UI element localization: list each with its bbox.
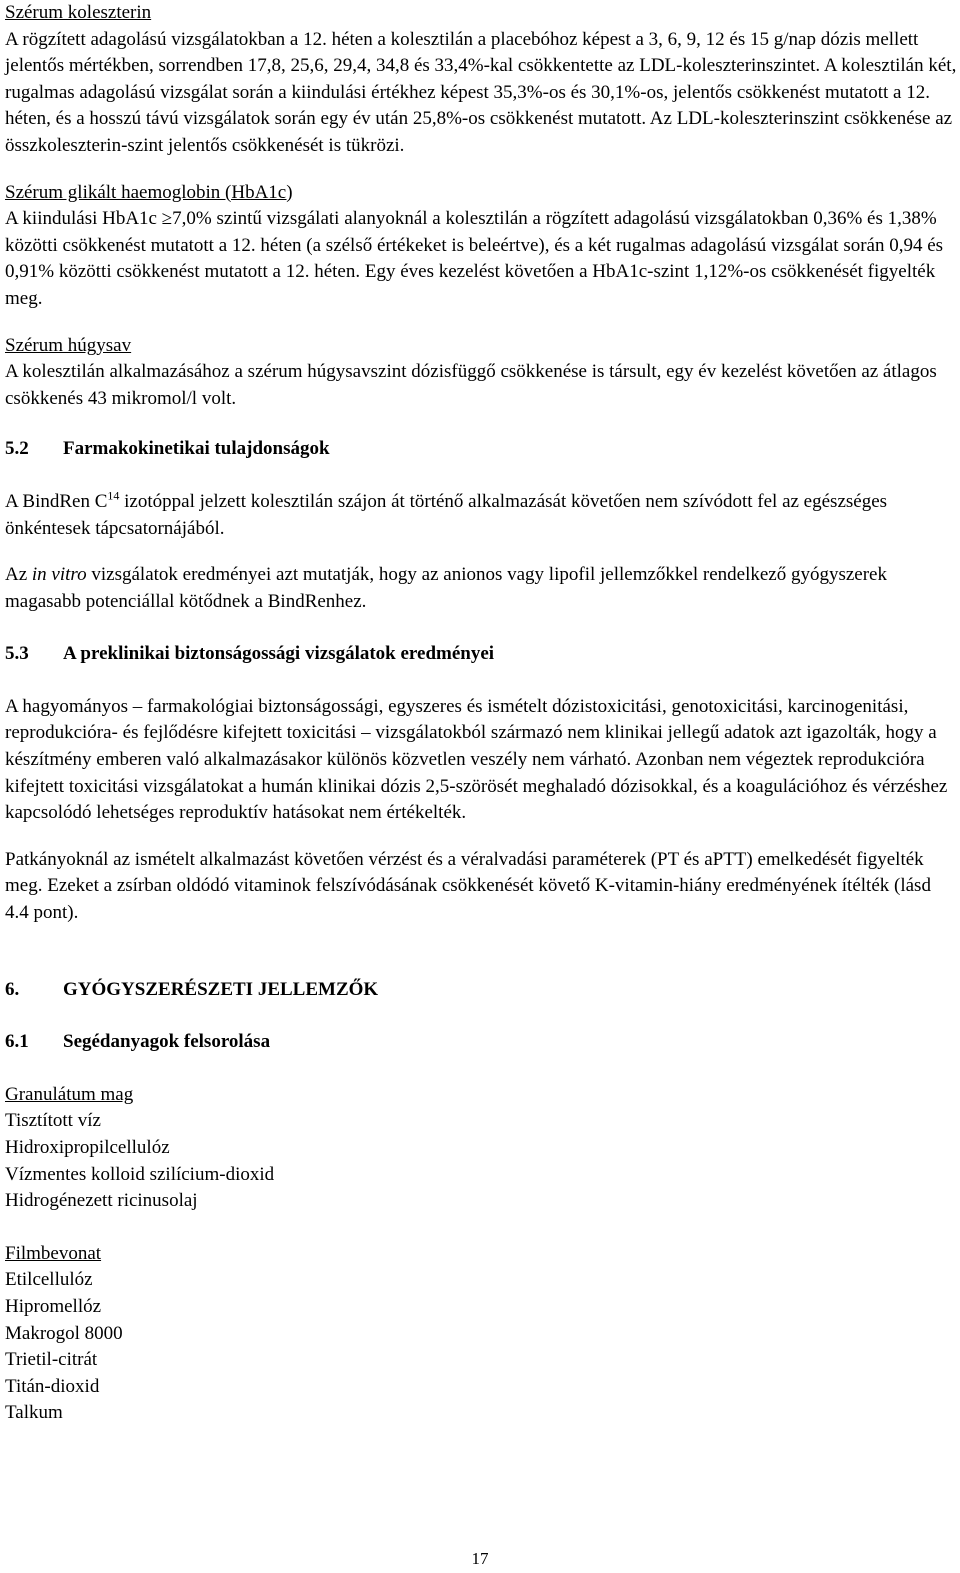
spacer bbox=[5, 668, 957, 694]
text-run: vizsgálatok eredményei azt mutatják, hogy az anionos vagy lipofil jellemzőkkel rendelkező gyógyszerek magasabb potenciállal kötődnek a BindRenhez. bbox=[5, 564, 887, 612]
heading-number: 5.3 bbox=[5, 643, 29, 665]
heading-title: Farmakokinetikai tulajdonságok bbox=[63, 438, 330, 460]
list-item: Vízmentes kolloid szilícium-dioxid bbox=[5, 1163, 275, 1185]
italic-text: in vitro bbox=[31, 564, 87, 586]
spacer bbox=[5, 313, 957, 333]
spacer bbox=[5, 927, 957, 977]
heading-6 bbox=[5, 977, 957, 1004]
excipient-list-core bbox=[5, 1108, 957, 1214]
spacer bbox=[5, 827, 957, 847]
spacer bbox=[5, 615, 957, 641]
excipient-list-coating bbox=[5, 1267, 957, 1427]
list-item: Makrogol 8000 bbox=[5, 1322, 123, 1344]
text-run: Az bbox=[5, 564, 32, 586]
paragraph-serum-cholesterol: A rögzített adagolású vizsgálatokban a 12. héten a kolesztilán a placebóhoz képest a 3, 6, 9, 12 és 15 g/nap dózis mellett jelentős mértékben, sorrendben 17,8, 25,6, 29,4, 34,8 és 33,4%-kal csökkentette az LDL-koleszterinszintet. A kolesztilán két, rugalmas adagolású vizsgálat során a kiindulási értékhez képest 35,3%-os és 30,1%-os, jelentős csökkenést mutatott a 12. héten, és a hosszú távú vizsgálatok során egy év után 25,8%-os csökkenést mutatott. Az LDL-koleszterinszint csökkenése az összkoleszterin-szint jelentős csökkenését is tükrözi. bbox=[5, 28, 957, 156]
list-item: Hidroxipropilcellulóz bbox=[5, 1137, 170, 1158]
spacer bbox=[5, 1056, 957, 1082]
heading-title: GYÓGYSZERÉSZETI JELLEMZŐK bbox=[63, 978, 379, 1000]
spacer bbox=[5, 160, 957, 180]
spacer bbox=[5, 412, 957, 436]
heading-number: 6. bbox=[5, 978, 20, 1000]
heading-5-2 bbox=[5, 436, 957, 463]
heading-5-3 bbox=[5, 641, 957, 668]
paragraph-preclinical-2: Patkányoknál az ismételt alkalmazást követően vérzést és a véralvadási paraméterek (PT és aPTT) emelkedését figyelték meg. Ezeket a zsírban oldódó vitaminok felszívódásának csökkenését követő K-vitamin-hiány eredményének ítélték (lásd 4.4 pont). bbox=[5, 848, 931, 924]
heading-6-1 bbox=[5, 1029, 957, 1056]
spacer bbox=[5, 1003, 957, 1029]
heading-title: Segédanyagok felsorolása bbox=[63, 1031, 271, 1053]
text-run: A BindRen C bbox=[5, 490, 108, 512]
paragraph-pharmacokinetics-2 bbox=[5, 562, 957, 615]
document-page bbox=[5, 0, 957, 1427]
superscript: 14 bbox=[107, 488, 120, 503]
section-title-uric-acid: Szérum húgysav bbox=[5, 334, 132, 356]
heading-number: 5.2 bbox=[5, 438, 29, 460]
list-item: Tisztított víz bbox=[5, 1110, 101, 1132]
list-item: Hipromellóz bbox=[5, 1295, 102, 1317]
list-item: Etilcellulóz bbox=[5, 1269, 93, 1291]
list-item: Titán-dioxid bbox=[5, 1375, 100, 1397]
paragraph-pharmacokinetics-1 bbox=[5, 489, 957, 542]
spacer bbox=[5, 1215, 957, 1241]
list-item: Hidrogénezett ricinusolaj bbox=[5, 1190, 198, 1212]
spacer bbox=[5, 542, 957, 562]
page-number: 17 bbox=[471, 1549, 489, 1568]
list-item: Talkum bbox=[5, 1402, 63, 1424]
paragraph-hba1c: A kiindulási HbA1c ≥7,0% szintű vizsgálati alanyoknál a kolesztilán a rögzített adagolású vizsgálatokban 0,36% és 1,38% közötti csökkenést mutatott a 12. héten (a szélső értékeket is beleértve), és a két rugalmas adagolású vizsgálat során 0,94 és 0,91% közötti csökkenést mutatott a 12. héten. Egy éves kezelést követően a HbA1c-szint 1,12%-os csökkenését figyelték meg. bbox=[5, 208, 944, 309]
paragraph-preclinical-1: A hagyományos – farmakológiai biztonságossági, egyszeres és ismételt dózistoxicitási, genotoxicitási, karcinogenitási, reprodukcióra- és fejlődésre kifejtett toxicitási – vizsgálatokból származó nem klinikai jellegű adatok azt igazolták, hogy a készítmény emberen való alkalmazásakor különös közvetlen veszély nem várható. Azonban nem végeztek reprodukcióra kifejtett toxicitási vizsgálatokat a humán klinikai dózis 2,5-szörösét meghaladó dózisokkal, és a koagulációhoz és vérzéshez kapcsolódó lehetséges reproduktív hatásokat nem értékelték. bbox=[5, 695, 948, 824]
subsection-title-granulate-core: Granulátum mag bbox=[5, 1083, 134, 1105]
list-item: Trietil-citrát bbox=[5, 1349, 98, 1371]
heading-title: A preklinikai biztonságossági vizsgálatok eredményei bbox=[63, 643, 495, 665]
section-title-serum-cholesterol: Szérum koleszterin bbox=[5, 2, 152, 23]
paragraph-uric-acid: A kolesztilán alkalmazásához a szérum húgysavszint dózisfüggő csökkenése is társult, egy év kezelést követően az átlagos csökkenés 43 mikromol/l volt. bbox=[5, 361, 937, 409]
text-run: izotóppal jelzett kolesztilán szájon át történő alkalmazását követően nem szívódott fel az egészséges önkéntesek tápcsatornájából. bbox=[5, 490, 888, 539]
spacer bbox=[5, 463, 957, 489]
subsection-title-film-coating: Filmbevonat bbox=[5, 1242, 102, 1264]
heading-number: 6.1 bbox=[5, 1031, 29, 1053]
section-title-hba1c: Szérum glikált haemoglobin (HbA1c) bbox=[5, 181, 293, 203]
